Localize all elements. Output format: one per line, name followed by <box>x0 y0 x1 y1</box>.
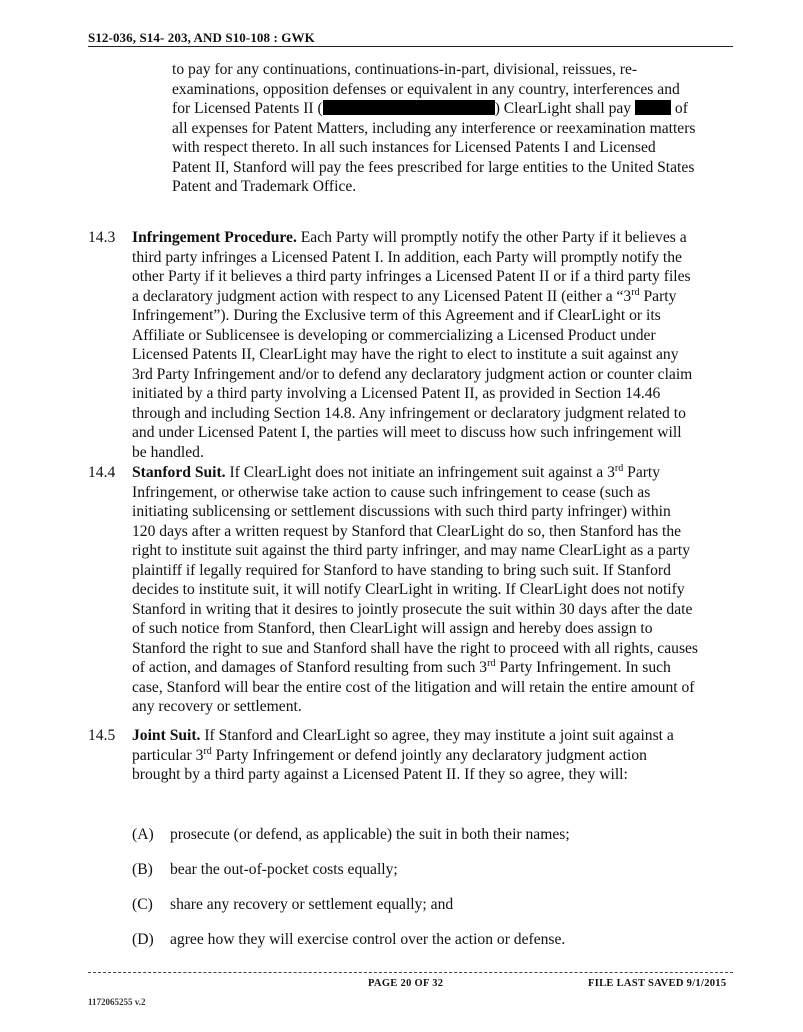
text-line: of such notice from Stanford, then ClearLight will assign and hereby does assign to <box>132 620 653 637</box>
text-line: Affiliate or Sublicensee is developing or commercializing a Licensed Product under <box>132 326 656 344</box>
text-line: brought by a third party against a Licensed Patent II. If they so agree, they will: <box>132 766 628 783</box>
section-heading: Infringement Procedure. <box>132 229 297 246</box>
text-span: of <box>674 100 688 117</box>
text-line: to pay for any continuations, continuations-in-part, divisional, reissues, re- <box>172 61 638 78</box>
text-line <box>172 99 717 119</box>
text-line: any recovery or settlement. <box>132 698 302 715</box>
text-span: ) ClearLight shall pay <box>494 100 632 117</box>
text-line <box>132 463 725 483</box>
text-span: Party <box>639 287 677 305</box>
superscript: rd <box>631 286 640 298</box>
text-line: right to institute suit against the third party infringer, and may name ClearLight as a party <box>132 542 691 559</box>
text-line: Patent and Trademark Office. <box>172 178 357 195</box>
list-item <box>132 895 692 915</box>
text-line: other Party if it believes a third party infringes a Licensed Patent II or if a third party files <box>132 268 691 285</box>
text-line: Infringement, or otherwise take action to cause such infringement to cease (such as <box>132 483 651 501</box>
redaction-box <box>323 100 495 115</box>
superscript: rd <box>203 745 212 757</box>
section-heading: Stanford Suit. <box>132 464 226 481</box>
superscript: rd <box>487 658 496 669</box>
text-line: Infringement”). During the Exclusive term of this Agreement and if ClearLight or its <box>132 307 661 324</box>
text-line: examinations, opposition defenses or equivalent in any country, interferences and <box>172 80 680 98</box>
text-line: and under Licensed Patent I, the parties will meet to discuss how such infringement will <box>132 424 682 441</box>
list-item-label: (B) <box>132 861 153 878</box>
text-line: initiated by a third party involving a Licensed Patent II, as provided in Section 14.46 <box>132 385 661 402</box>
page-number: PAGE 20 OF 32 <box>368 978 444 989</box>
text-line: all expenses for Patent Matters, including any interference or reexamination matters <box>172 119 696 137</box>
superscript: rd <box>614 463 624 474</box>
list-item <box>132 930 692 950</box>
text-line: through and including Section 14.8. Any infringement or declaratory judgment related to <box>132 404 686 422</box>
section-heading: Joint Suit. <box>132 727 201 744</box>
text-line: be handled. <box>132 443 204 461</box>
text-line: case, Stanford will bear the entire cost of the litigation and will retain the entire amount of <box>132 678 695 696</box>
section-number: 14.5 <box>88 727 116 744</box>
list-item-text: agree how they will exercise control over the action or defense. <box>170 931 566 948</box>
text-line: Licensed Patents II, ClearLight may have the right to elect to institute a suit against any <box>132 346 679 363</box>
list-item-label: (C) <box>132 896 153 913</box>
text-line: decides to institute suit, it will notify ClearLight in writing. If ClearLight does not notify <box>132 581 685 598</box>
text-span: Each Party will promptly notify the other Party if it believes a <box>296 229 687 246</box>
text-span: Party Infringement or defend jointly any declaratory judgment action <box>211 746 647 764</box>
list-item-label: (D) <box>132 931 154 948</box>
continuation-paragraph <box>172 60 717 197</box>
footer-rule <box>88 972 733 973</box>
text-line <box>132 228 725 248</box>
text-line: with respect thereto. In all such instances for Licensed Patents I and Licensed <box>172 139 656 156</box>
document-id: 1172065255 v.2 <box>88 997 146 1007</box>
section-body <box>132 228 725 462</box>
list-item <box>132 825 692 845</box>
text-line <box>132 287 725 307</box>
list-item-label: (A) <box>132 826 154 843</box>
text-line: 3rd Party Infringement and/or to defend any declaratory judgment action or counter claim <box>132 365 693 383</box>
text-span: Party Infringement. In such <box>495 659 671 676</box>
text-span: Party <box>623 464 661 481</box>
text-span: If ClearLight does not initiate an infringement suit against a 3 <box>225 464 615 481</box>
text-line: 120 days after a written request by Stanford that ClearLight do so, then Stanford has the <box>132 522 682 540</box>
text-span: of action, and damages of Stanford resulting from such 3 <box>132 659 488 676</box>
text-line: third party infringes a Licensed Patent I. In addition, each Party will promptly notify the <box>132 248 682 266</box>
text-line: Stanford in writing that it desires to jointly prosecute the suit within 30 days after the date <box>132 600 693 618</box>
list-item-text: prosecute (or defend, as applicable) the suit in both their names; <box>170 826 570 843</box>
section-number: 14.3 <box>88 229 116 246</box>
text-line <box>132 726 725 746</box>
list-item-text: bear the out-of-pocket costs equally; <box>170 861 398 878</box>
list-item <box>132 860 692 880</box>
text-span: for Licensed Patents II ( <box>172 100 323 117</box>
text-line: Stanford the right to sue and Stanford shall have the right to proceed with all rights, causes <box>132 639 699 657</box>
text-span: If Stanford and ClearLight so agree, they may institute a joint suit against a <box>200 727 674 744</box>
document-reference-header: S12-036, S14- 203, AND S10-108 : GWK <box>88 30 315 45</box>
file-saved-date: FILE LAST SAVED 9/1/2015 <box>588 978 727 989</box>
section-body <box>132 463 725 717</box>
section-body <box>132 726 725 785</box>
redaction-box <box>635 100 671 115</box>
text-line <box>132 658 725 678</box>
text-line: plaintiff if legally required for Stanford to have standing to bring such suit. If Stanford <box>132 561 671 579</box>
section-number: 14.4 <box>88 464 116 481</box>
text-line: initiating sublicensing or settlement discussions with such third party infringer) within <box>132 503 671 520</box>
text-span: particular 3 <box>132 746 204 764</box>
header-rule <box>88 46 733 47</box>
text-line: Patent II, Stanford will pay the fees prescribed for large entities to the United States <box>172 158 695 176</box>
list-item-text: share any recovery or settlement equally; and <box>170 896 454 913</box>
text-span: a declaratory judgment action with respect to any Licensed Patent II (either a “3 <box>132 287 632 305</box>
text-line <box>132 746 725 766</box>
